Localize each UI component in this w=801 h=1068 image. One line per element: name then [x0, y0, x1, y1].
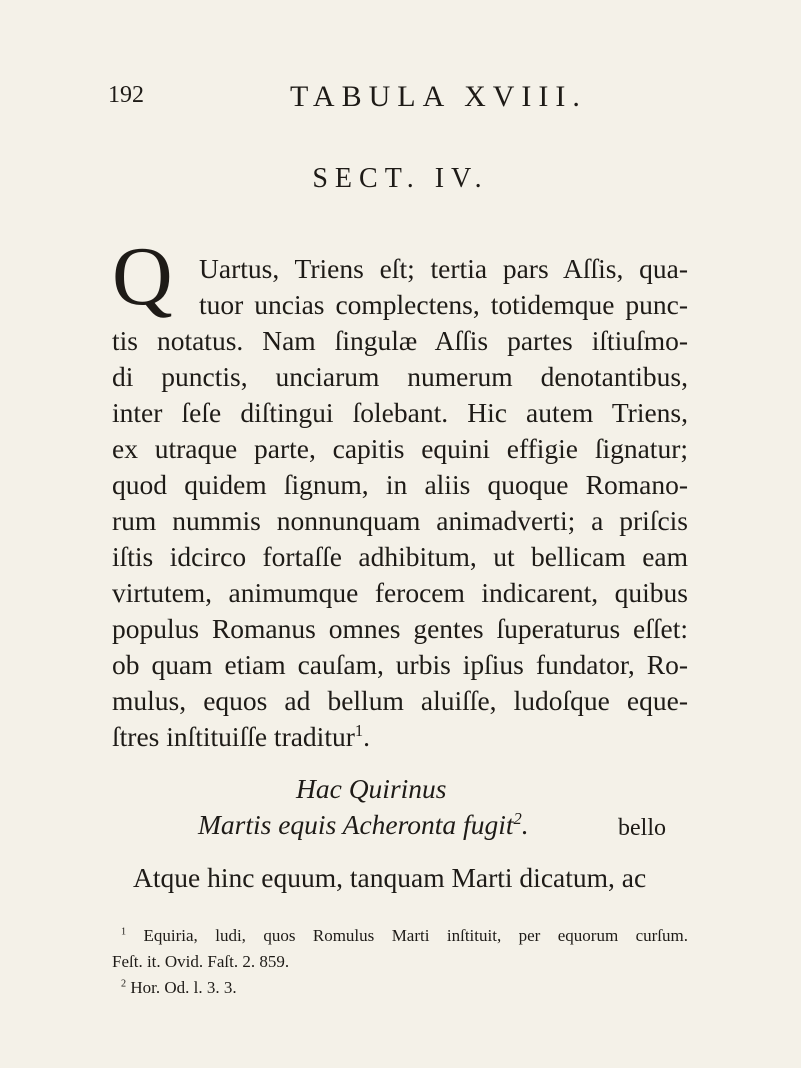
text-line: rum nummis nonnunquam animadverti; a priſcis	[112, 505, 688, 536]
verse-line-2: Martis equis Acheronta fugit$^2$.	[198, 808, 529, 840]
footnote-1-continued: Feſt. it. Ovid. Faſt. 2. 859.	[112, 952, 290, 971]
footnote-2	[121, 978, 697, 998]
section-heading: SECT. IV.	[312, 163, 489, 194]
text-line: ex utraque parte, capitis equini effigie ſignatur;	[112, 433, 688, 464]
text-line: ob quam etiam cauſam, urbis ipſius fundator, Ro-	[112, 649, 688, 680]
footnote-marker: 1	[121, 926, 127, 938]
text-line-content: ſtres inſtituiſſe traditur	[112, 721, 355, 752]
footnote-ref: 1	[354, 720, 364, 740]
footnote-2-text: Hor. Od. l. 3. 3.	[130, 978, 237, 997]
closing-line: Atque hinc equum, tanquam Marti dicatum, ac	[133, 862, 647, 893]
verse-line-2-text: Martis equis Acheronta fugit	[198, 809, 514, 840]
text-line: di punctis, unciarum numerum denotantibus,	[112, 361, 688, 392]
verse-line-1: Hac Quirinus	[296, 773, 447, 804]
text-line: inter ſeſe diſtingui ſolebant. Hic autem Triens,	[112, 397, 688, 428]
text-line: mulus, equos ad bellum aluiſſe, ludoſque eque-	[112, 685, 688, 716]
text-line: tis notatus. Nam ſingulæ Aſſis partes iſtiuſmo-	[112, 325, 688, 356]
text-line: Uartus, Triens eſt; tertia pars Aſſis, qua-	[199, 253, 688, 284]
text-line: virtutem, animumque ferocem indicarent, quibus	[112, 577, 688, 608]
catchword: bello	[618, 815, 666, 841]
text-line: quod quidem ſignum, in aliis quoque Romano-	[112, 469, 688, 500]
text-line: populus Romanus omnes gentes ſuperaturus eſſet:	[112, 613, 688, 644]
footnote-marker: 2	[121, 978, 127, 990]
text-line: ſtres inſtituiſſe traditur$^1$.	[112, 720, 370, 752]
footnote-ref: 2	[513, 808, 522, 828]
text-line: iſtis idcirco fortaſſe adhibitum, ut bellicam eam	[112, 541, 688, 572]
running-title: TABULA XVIII.	[290, 80, 587, 113]
text-line: tuor uncias complectens, totidemque punc-	[199, 289, 688, 320]
footnote-1	[121, 926, 688, 946]
footnote-1-text: Equiria, ludi, quos Romulus Marti inſtituit, per equorum curſum.	[143, 926, 688, 945]
page-number: 192	[108, 82, 144, 108]
drop-cap: Q	[112, 230, 173, 323]
